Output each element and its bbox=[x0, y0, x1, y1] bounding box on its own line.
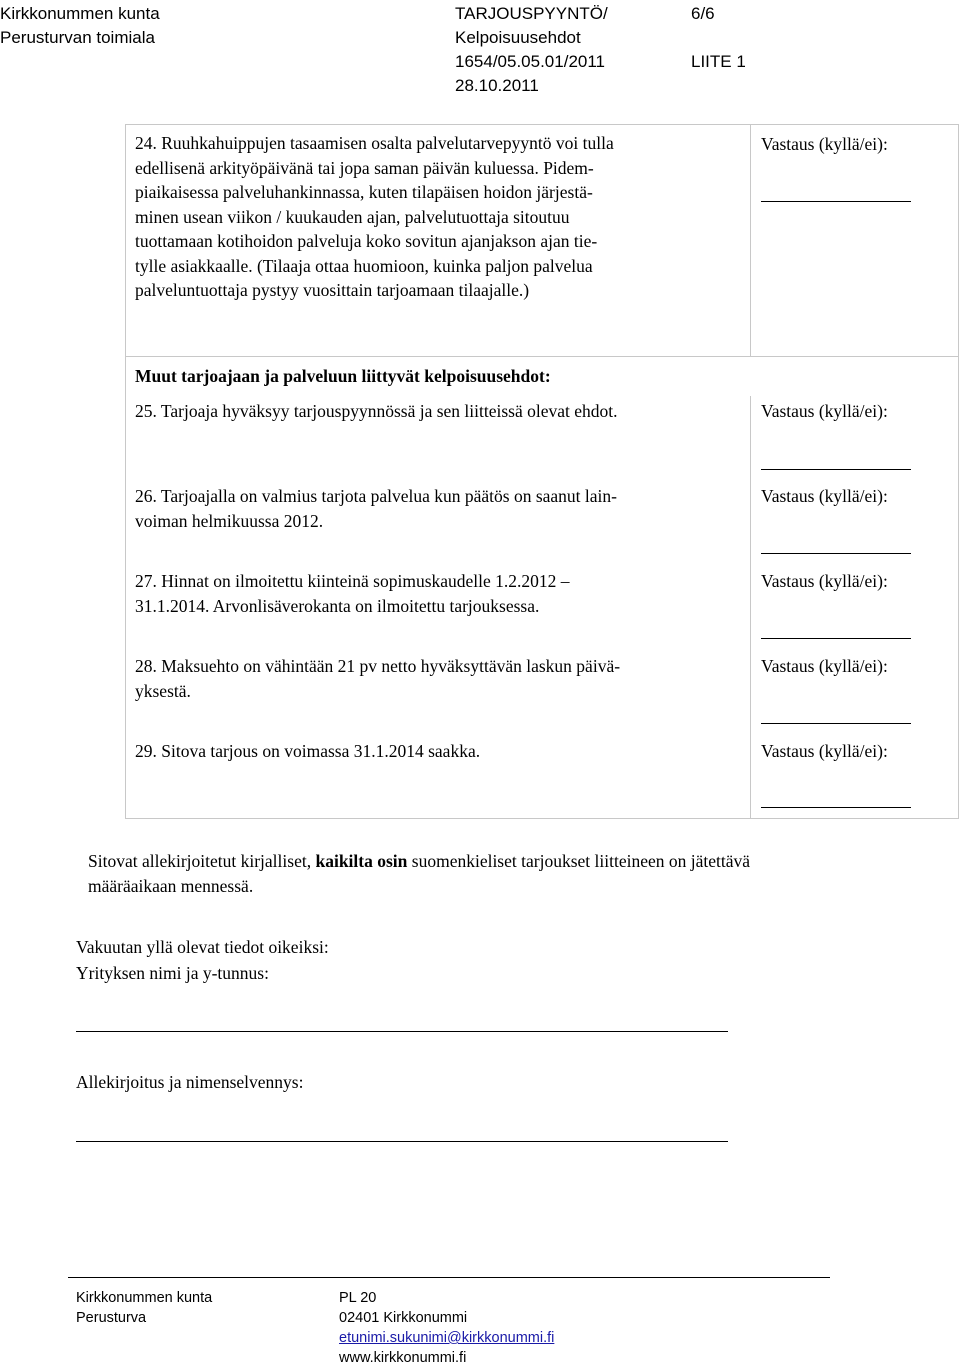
item-24-line: tylle asiakkaalle. (Tilaaja ottaa huomioon, kuinka paljon palvelua bbox=[135, 255, 593, 276]
footer-postal: 02401 Kirkkonummi bbox=[339, 1310, 468, 1326]
item-24-text bbox=[135, 131, 742, 303]
item-25-answer-field[interactable] bbox=[761, 469, 911, 470]
header-date: 28.10.2011 bbox=[455, 76, 539, 95]
footer-web-link[interactable]: www.kirkkonummi.fi bbox=[339, 1350, 467, 1366]
item-26-answer-label: Vastaus (kyllä/ei): bbox=[761, 486, 888, 506]
item-29-answer-label: Vastaus (kyllä/ei): bbox=[761, 741, 888, 761]
item-28-answer-label: Vastaus (kyllä/ei): bbox=[761, 656, 888, 676]
item-27-answer-field[interactable] bbox=[761, 638, 911, 639]
item-24-answer-field[interactable] bbox=[761, 201, 911, 202]
item-25-line: 25. Tarjoaja hyväksyy tarjouspyynnössä ja sen liitteissä olevat ehdot. bbox=[135, 401, 618, 421]
item-27-text bbox=[135, 569, 570, 618]
item-29-line: 29. Sitova tarjous on voimassa 31.1.2014 saakka. bbox=[135, 741, 481, 761]
header-page: 6/6 bbox=[691, 4, 715, 23]
item-28-text bbox=[135, 654, 620, 703]
item-28-answer-field[interactable] bbox=[761, 723, 911, 724]
section-title: Muut tarjoajaan ja palveluun liittyvät kelpoisuusehdot: bbox=[135, 366, 551, 386]
table-divider-vertical-top bbox=[750, 124, 751, 357]
item-27-line: 27. Hinnat on ilmoitettu kiinteinä sopimuskaudelle 1.2.2012 – bbox=[135, 571, 570, 591]
footer-rule bbox=[68, 1277, 830, 1278]
notice-text-bold: kaikilta osin bbox=[315, 851, 408, 871]
item-26-answer-field[interactable] bbox=[761, 553, 911, 554]
item-24-line: palveluntuottaja pystyy vuosittain tarjoamaan tilaajalle.) bbox=[135, 280, 530, 300]
item-28-line: 28. Maksuehto on vähintään 21 pv netto hyväksyttävän laskun päivä- bbox=[135, 656, 621, 676]
item-25-text bbox=[135, 399, 618, 424]
item-27-line: 31.1.2014. Arvonlisäverokanta on ilmoitettu tarjouksessa. bbox=[135, 595, 540, 616]
item-26-text bbox=[135, 484, 617, 533]
footer-po-box: PL 20 bbox=[339, 1290, 377, 1306]
footer-org: Kirkkonummen kunta bbox=[76, 1290, 213, 1306]
signature-label: Allekirjoitus ja nimenselvennys: bbox=[76, 1072, 304, 1092]
footer-unit: Perusturva bbox=[76, 1310, 147, 1326]
table-divider-horizontal bbox=[125, 356, 959, 357]
signature-field[interactable] bbox=[76, 1141, 728, 1142]
item-24-line: minen usean viikon / kuukauden ajan, palvelutuottaja sitoutuu bbox=[135, 206, 570, 227]
item-26-line: 26. Tarjoajalla on valmius tarjota palvelua kun päätös on saanut lain- bbox=[135, 486, 617, 506]
item-29-answer-field[interactable] bbox=[761, 807, 911, 808]
item-26-line: voiman helmikuussa 2012. bbox=[135, 510, 324, 531]
item-29-text bbox=[135, 739, 480, 764]
notice-text-before: Sitovat allekirjoitetut kirjalliset, bbox=[88, 851, 316, 871]
table-divider-vertical-bottom bbox=[750, 396, 751, 819]
header-unit: Perusturvan toimiala bbox=[0, 28, 155, 47]
notice-text-after: suomenkieliset tarjoukset liitteineen on jätettävä bbox=[407, 851, 750, 871]
item-24-line: tuottamaan kotihoidon palveluja koko sovitun ajanjakson ajan tie- bbox=[135, 231, 598, 251]
item-28-line: yksestä. bbox=[135, 680, 191, 701]
item-25-answer-label: Vastaus (kyllä/ei): bbox=[761, 401, 888, 421]
item-24-line: edellisenä arkityöpäivänä tai jopa saman päivän kuluessa. Pidem- bbox=[135, 157, 594, 178]
footer-email-link[interactable]: etunimi.sukunimi@kirkkonummi.fi bbox=[339, 1330, 555, 1346]
company-field[interactable] bbox=[76, 1031, 728, 1032]
company-label: Yrityksen nimi ja y-tunnus: bbox=[76, 963, 269, 983]
item-24-line: 24. Ruuhkahuippujen tasaamisen osalta palvelutarvepyyntö voi tulla bbox=[135, 133, 614, 153]
notice-line-2: määräaikaan mennessä. bbox=[88, 876, 254, 896]
header-org: Kirkkonummen kunta bbox=[0, 4, 160, 23]
item-27-answer-label: Vastaus (kyllä/ei): bbox=[761, 571, 888, 591]
header-attachment: LIITE 1 bbox=[691, 52, 746, 71]
header-doc-subtitle: Kelpoisuusehdot bbox=[455, 28, 581, 47]
item-24-line: piaikaisessa palveluhankinnassa, kuten tilapäisen hoidon järjestä- bbox=[135, 182, 593, 202]
header-ref: 1654/05.05.01/2011 bbox=[455, 52, 605, 71]
item-24-answer-label: Vastaus (kyllä/ei): bbox=[761, 134, 888, 154]
header-doc-title: TARJOUSPYYNTÖ/ bbox=[455, 4, 608, 23]
confirm-statement: Vakuutan yllä olevat tiedot oikeiksi: bbox=[76, 937, 329, 957]
notice-line-1 bbox=[88, 849, 750, 874]
